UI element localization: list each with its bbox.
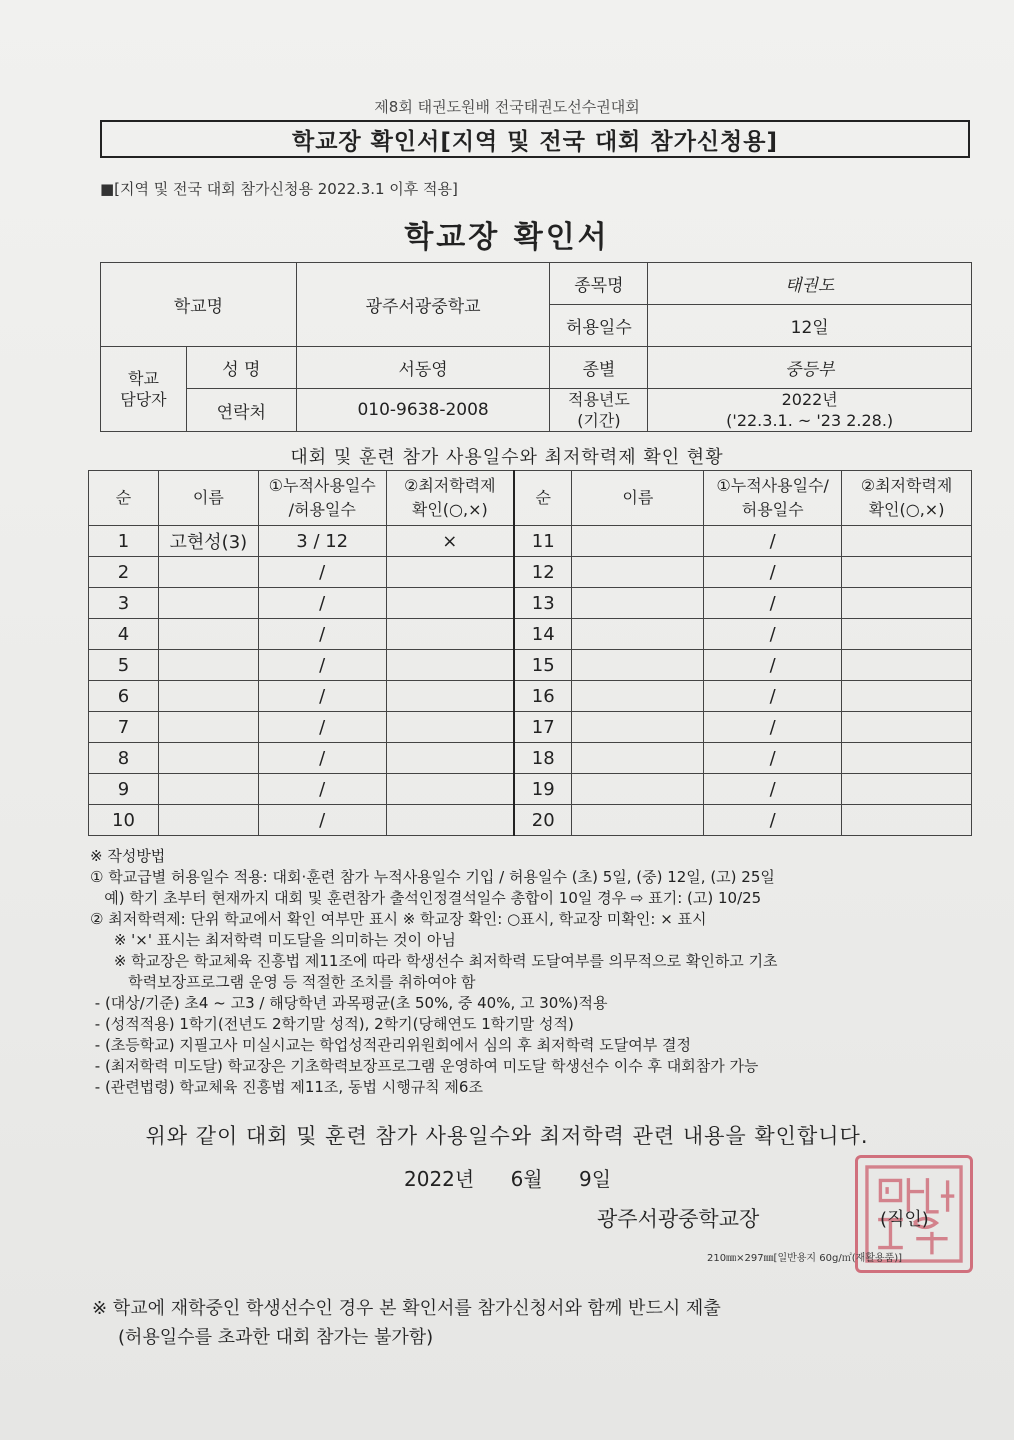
row-name [158, 557, 258, 588]
row-no: 5 [89, 650, 159, 681]
header-name-right: 이름 [572, 471, 704, 526]
row-name-right [572, 774, 704, 805]
method-line: ② 최저학력제: 단위 학교에서 확인 여부만 표시 ※ 학교장 확인: ○표시, 학교장 미확인: × 표시 [90, 910, 707, 928]
row-days-right: / [704, 712, 842, 743]
row-no-right: 13 [514, 588, 572, 619]
row-min-right [842, 712, 972, 743]
row-no-right: 15 [514, 650, 572, 681]
header-days-right-line-1: ①누적사용일수/ [716, 476, 829, 495]
header-name: 이름 [158, 471, 258, 526]
table-row [89, 650, 972, 681]
row-min [386, 557, 514, 588]
row-no: 3 [89, 588, 159, 619]
competition-title: 제8회 태권도원배 전국태권도선수권대회 [374, 98, 640, 116]
row-min [386, 681, 514, 712]
row-days-right: / [704, 588, 842, 619]
header-days [258, 471, 386, 526]
row-no: 9 [89, 774, 159, 805]
row-days: / [258, 681, 386, 712]
row-name [158, 774, 258, 805]
manager-label [101, 347, 187, 432]
table-row [89, 774, 972, 805]
table-row [89, 805, 972, 836]
header-no-right: 순 [514, 471, 572, 526]
method-line: - (초등학교) 지필고사 미실시교는 학업성적관리위원회에서 심의 후 최저학력 도달여부 결정 [90, 1036, 691, 1054]
record-rows [89, 526, 972, 836]
year-value [648, 389, 972, 432]
year-value-line-2: ('22.3.1. ~ '23 2.28.) [726, 411, 894, 430]
row-name-right [572, 743, 704, 774]
row-days: / [258, 743, 386, 774]
table-row [89, 712, 972, 743]
row-min [386, 805, 514, 836]
row-no-right: 11 [514, 526, 572, 557]
method-line: 예) 학기 초부터 현재까지 대회 및 훈련참가 출석인정결석일수 총합이 10일 경우 ⇨ 표기: (고) 10/25 [90, 889, 762, 907]
method-line: ① 학교급별 허용일수 적용: 대회·훈련 참가 누적사용일수 기입 / 허용일수 (초) 5일, (중) 12일, (고) 25일 [90, 868, 775, 886]
row-days: / [258, 650, 386, 681]
row-days: / [258, 805, 386, 836]
row-name [158, 650, 258, 681]
header-days-line-2: /허용일수 [288, 500, 356, 519]
writing-method [90, 846, 970, 1098]
row-min [386, 743, 514, 774]
confirm-statement: 위와 같이 대회 및 훈련 참가 사용일수와 최저학력 관련 내용을 확인합니다. [145, 1124, 869, 1148]
table-row [89, 619, 972, 650]
row-days-right: / [704, 743, 842, 774]
header-min [386, 471, 514, 526]
row-min-right [842, 526, 972, 557]
row-days-right: / [704, 619, 842, 650]
category-value: 중등부 [648, 347, 972, 389]
method-line: ※ 학교장은 학교체육 진흥법 제11조에 따라 학생선수 최저학력 도달여부를 의무적으로 확인하고 기초 [90, 952, 778, 970]
row-name [158, 712, 258, 743]
row-name-right [572, 588, 704, 619]
row-no-right: 18 [514, 743, 572, 774]
row-name [158, 681, 258, 712]
row-days-right: / [704, 805, 842, 836]
row-days: / [258, 557, 386, 588]
row-no-right: 16 [514, 681, 572, 712]
row-min-right [842, 557, 972, 588]
header-min-line-1: ②최저학력제 [404, 476, 496, 495]
table-row [89, 743, 972, 774]
info-table [100, 262, 972, 432]
allowed-days-label: 허용일수 [550, 305, 648, 347]
row-days-right: / [704, 557, 842, 588]
row-days: / [258, 588, 386, 619]
method-line: - (관련법령) 학교체육 진흥법 제11조, 동법 시행규칙 제6조 [90, 1078, 483, 1096]
school-value: 광주서광중학교 [296, 263, 550, 347]
event-value: 태권도 [648, 263, 972, 305]
row-min [386, 774, 514, 805]
header-min-right-line-1: ②최저학력제 [860, 476, 953, 495]
row-min-right [842, 743, 972, 774]
row-no: 7 [89, 712, 159, 743]
contact-value: 010-9638-2008 [296, 389, 550, 432]
row-no-right: 12 [514, 557, 572, 588]
table-row [89, 588, 972, 619]
row-name [158, 805, 258, 836]
row-name [158, 619, 258, 650]
method-line: - (성적적용) 1학기(전년도 2학기말 성적), 2학기(당해연도 1학기말 성적) [90, 1015, 574, 1033]
row-no-right: 17 [514, 712, 572, 743]
row-min-right [842, 774, 972, 805]
row-no: 2 [89, 557, 159, 588]
issue-date: 2022년 6월 9일 [404, 1167, 612, 1191]
document-title: 학교장 확인서[지역 및 전국 대회 참가신청용] [100, 120, 970, 158]
row-days: / [258, 712, 386, 743]
row-name-right [572, 526, 704, 557]
row-no-right: 20 [514, 805, 572, 836]
header-min-right-line-2: 확인(○,×) [868, 500, 945, 519]
name-value: 서동영 [296, 347, 550, 389]
paper-size: 210㎜×297㎜[일반용지 60g/㎡(재활용품)] [707, 1253, 903, 1264]
row-name [158, 588, 258, 619]
row-name-right [572, 650, 704, 681]
manager-label-line-2: 담당자 [120, 390, 167, 409]
header-days-right-line-2: 허용일수 [741, 500, 804, 519]
method-line: 학력보장프로그램 운영 등 적절한 조치를 취하여야 함 [90, 973, 476, 991]
row-name-right [572, 619, 704, 650]
school-label: 학교명 [101, 263, 297, 347]
row-name-right [572, 805, 704, 836]
row-no: 6 [89, 681, 159, 712]
row-name [158, 743, 258, 774]
name-label: 성 명 [186, 347, 296, 389]
row-min: × [386, 526, 514, 557]
row-min [386, 588, 514, 619]
row-no: 1 [89, 526, 159, 557]
row-no-right: 19 [514, 774, 572, 805]
row-days: / [258, 774, 386, 805]
row-min [386, 619, 514, 650]
row-min-right [842, 588, 972, 619]
row-name-right [572, 681, 704, 712]
method-line: - (최저학력 미도달) 학교장은 기초학력보장프로그램 운영하여 미도달 학생선수 이수 후 대회참가 가능 [90, 1057, 759, 1075]
main-title: 학교장 확인서 [404, 220, 610, 255]
row-days-right: / [704, 681, 842, 712]
records-table [88, 470, 972, 836]
row-days: / [258, 619, 386, 650]
header-no: 순 [89, 471, 159, 526]
year-label [550, 389, 648, 432]
submission-note: ※ 학교에 재학중인 학생선수인 경우 본 확인서를 참가신청서와 함께 반드시 제출 [92, 1298, 721, 1319]
row-name: 고현성(3) [158, 526, 258, 557]
table-row [89, 681, 972, 712]
row-min [386, 712, 514, 743]
seal-label: (직인) [880, 1209, 929, 1230]
row-days-right: / [704, 526, 842, 557]
allowed-days-value: 12일 [648, 305, 972, 347]
event-label: 종목명 [550, 263, 648, 305]
row-min-right [842, 650, 972, 681]
row-min [386, 650, 514, 681]
header-min-right [842, 471, 972, 526]
submission-note-sub: (허용일수를 초과한 대회 참가는 불가함) [118, 1327, 434, 1348]
year-label-line-1: 적용년도 [567, 390, 630, 409]
year-value-line-1: 2022년 [781, 390, 838, 409]
table-row [89, 526, 972, 557]
apply-note: ■[지역 및 전국 대회 참가신청용 2022.3.1 이후 적용] [100, 180, 458, 198]
row-days: 3 / 12 [258, 526, 386, 557]
contact-label: 연락처 [186, 389, 296, 432]
header-days-right [704, 471, 842, 526]
row-min-right [842, 619, 972, 650]
manager-label-line-1: 학교 [127, 369, 159, 388]
row-name-right [572, 557, 704, 588]
table-row [89, 557, 972, 588]
header-min-line-2: 확인(○,×) [411, 500, 488, 519]
row-no: 8 [89, 743, 159, 774]
row-days-right: / [704, 774, 842, 805]
method-line: ※ '×' 표시는 최저학력 미도달을 의미하는 것이 아님 [90, 931, 456, 949]
row-no: 4 [89, 619, 159, 650]
method-line: - (대상/기준) 초4 ~ 고3 / 해당학년 과목평균(초 50%, 중 40%, 고 30%)적용 [90, 994, 608, 1012]
row-days-right: / [704, 650, 842, 681]
row-no: 10 [89, 805, 159, 836]
method-line: ※ 작성방법 [90, 847, 166, 865]
header-days-line-1: ①누적사용일수 [268, 476, 376, 495]
status-title: 대회 및 훈련 참가 사용일수와 최저학력제 확인 현황 [290, 447, 724, 468]
row-name-right [572, 712, 704, 743]
row-no-right: 14 [514, 619, 572, 650]
row-min-right [842, 805, 972, 836]
year-label-line-2: (기간) [577, 411, 621, 430]
row-min-right [842, 681, 972, 712]
category-label: 종별 [550, 347, 648, 389]
principal-signature: 광주서광중학교장 [597, 1207, 760, 1231]
